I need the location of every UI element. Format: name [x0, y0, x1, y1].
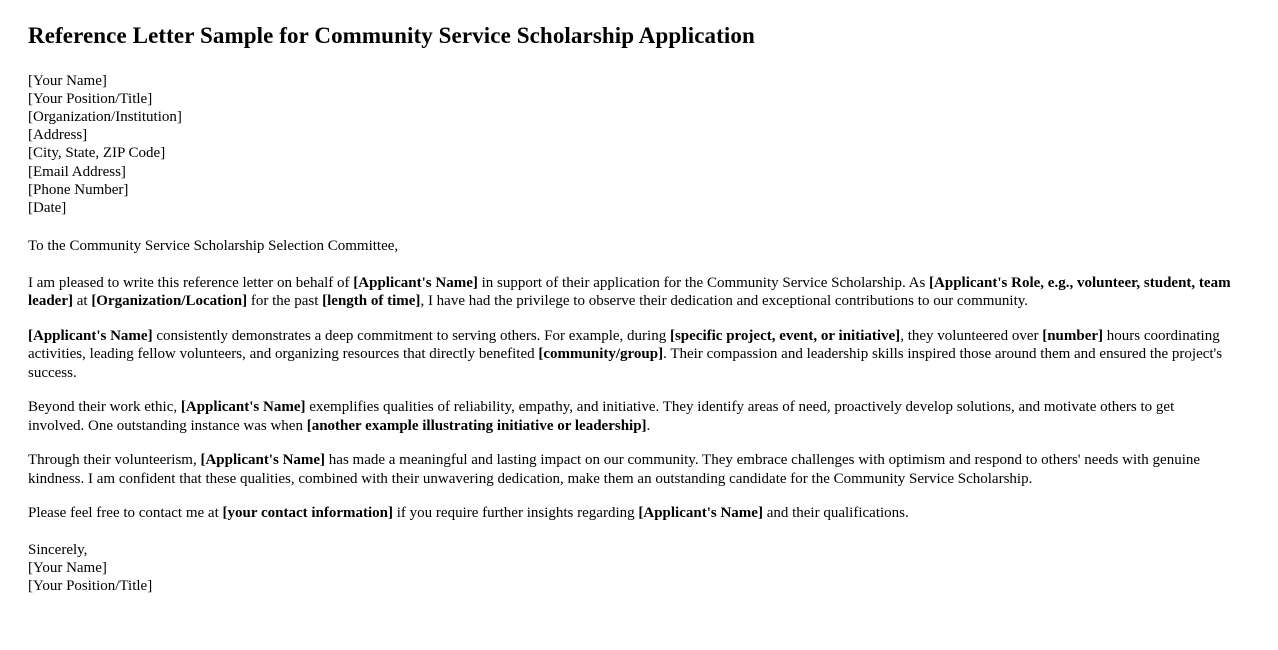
closing-line: [Your Position/Title] — [28, 578, 153, 595]
body-paragraph — [28, 504, 1233, 523]
sender-address-line: [Your Name] — [28, 72, 107, 89]
page-title: Reference Letter Sample for Community Service Scholarship Application — [28, 23, 755, 48]
placeholder-field: [Applicant's Name] — [180, 399, 306, 416]
body-paragraph — [28, 274, 1233, 311]
paragraph-text: , I have had the privilege to observe their dedication and exceptional contributions to our community. — [420, 293, 1029, 310]
paragraph-text: I am pleased to write this reference letter on behalf of — [28, 274, 354, 291]
sender-address-line: [Email Address] — [28, 163, 126, 180]
placeholder-field: [Applicant's Name] — [200, 452, 326, 469]
placeholder-field: [another example illustrating initiative or leadership] — [306, 417, 647, 434]
placeholder-field: [specific project, event, or initiative] — [669, 327, 901, 344]
body-paragraph — [28, 327, 1233, 383]
sender-address-line: [Date] — [28, 200, 67, 217]
paragraph-text: , they volunteered over — [900, 327, 1043, 344]
body-paragraph — [28, 398, 1233, 435]
body-paragraph — [28, 451, 1233, 488]
paragraph-text: and their qualifications. — [762, 505, 909, 522]
closing-line: Sincerely, — [28, 541, 88, 558]
placeholder-field: [Organization/Location] — [91, 293, 248, 310]
letter-body — [28, 274, 1250, 523]
paragraph-text: hours coordinating activities, leading fellow volunteers, and organizing resources that directly benefited — [28, 327, 1220, 363]
paragraph-text: . Their compassion and leadership skills inspired those around them and ensured the project's success. — [28, 346, 1223, 381]
placeholder-field: [number] — [1042, 327, 1104, 344]
paragraph-text: has made a meaningful and lasting impact on our community. They embrace challenges with optimism and respond to others' needs with genuine kindness. I am confident that these qualities, combined with their unwavering dedication, make them an outstanding candidate for the Community Service Scholarship. — [28, 452, 1201, 487]
paragraph-text: in support of their application for the Community Service Scholarship. As — [477, 274, 930, 291]
placeholder-field: [Applicant's Name] — [28, 327, 153, 344]
placeholder-field: [Applicant's Name] — [353, 274, 478, 291]
placeholder-field: [length of time] — [322, 293, 421, 310]
closing-line: [Your Name] — [28, 559, 107, 576]
placeholder-field: [community/group] — [538, 346, 664, 363]
placeholder-field: [Applicant's Role, e.g., volunteer, student, team leader] — [28, 274, 1231, 310]
sender-address-line: [Phone Number] — [28, 181, 129, 198]
sender-address-line: [Address] — [28, 127, 88, 144]
salutation: To the Community Service Scholarship Selection Committee, — [28, 238, 399, 255]
paragraph-text: if you require further insights regarding — [393, 505, 639, 522]
sender-address-line: [Organization/Institution] — [28, 109, 182, 125]
sender-address-line: [Your Position/Title] — [28, 90, 153, 107]
paragraph-text: Through their volunteerism, — [28, 452, 201, 469]
paragraph-text: . — [646, 417, 651, 434]
closing-block — [28, 541, 1250, 596]
paragraph-text: Please feel free to contact me at — [28, 505, 223, 522]
sender-address-line: [City, State, ZIP Code] — [28, 145, 166, 162]
paragraph-text: consistently demonstrates a deep commitment to serving others. For example, during — [152, 327, 670, 344]
placeholder-field: [your contact information] — [222, 505, 394, 522]
paragraph-text: Beyond their work ethic, — [28, 399, 181, 416]
paragraph-text: for the past — [247, 293, 323, 310]
placeholder-field: [Applicant's Name] — [638, 505, 763, 522]
paragraph-text: at — [72, 293, 92, 310]
paragraph-text: exemplifies qualities of reliability, empathy, and initiative. They identify areas of need, proactively develop solutions, and motivate others to get involved. One outstanding instance was when — [28, 399, 1175, 434]
sender-address-block — [28, 72, 1250, 218]
